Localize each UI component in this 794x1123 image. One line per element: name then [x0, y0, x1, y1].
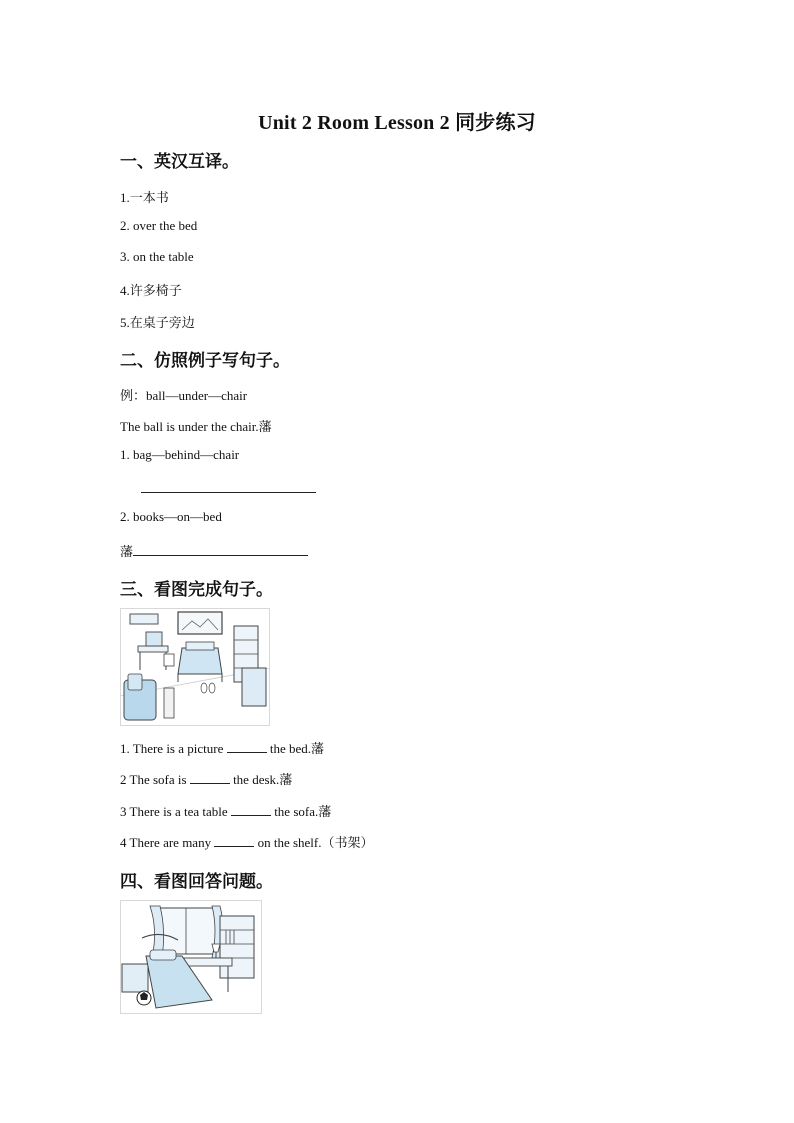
answer-line-1[interactable]: [141, 492, 316, 493]
section-2-item-2: 2. books—on—bed: [120, 509, 222, 524]
fill-blank-2[interactable]: [190, 771, 230, 784]
stray-glyph: 藩: [120, 544, 134, 559]
section-1-item-5: 5.在桌子旁边: [120, 315, 195, 330]
section-4-heading: 四、看图回答问题。: [120, 872, 273, 892]
section-3-heading: 三、看图完成句子。: [120, 580, 273, 600]
section-2-answer-row: [120, 541, 308, 560]
section-2-example-answer: The ball is under the chair.藩: [120, 419, 272, 434]
fill-blank-1[interactable]: [227, 740, 267, 753]
stray-glyph: 藩: [279, 772, 293, 787]
section-2-item-1: 1. bag—behind—chair: [120, 447, 240, 462]
bedroom-illustration: [120, 900, 262, 1014]
section-1-item-4: 4.许多椅子: [120, 283, 182, 298]
section-2-example-label: 例：ball—under—chair: [120, 388, 248, 403]
fill-blank-3[interactable]: [231, 803, 271, 816]
answer-line-2[interactable]: [133, 543, 308, 556]
section-3-item-4: 4 There are many on the shelf.（书架）: [120, 835, 374, 850]
fill-blank-4[interactable]: [214, 834, 254, 847]
page-title: Unit 2 Room Lesson 2 同步练习: [258, 112, 536, 134]
stray-glyph: 藩: [258, 419, 272, 434]
section-3-item-2: 2 The sofa is the desk.藩: [120, 772, 293, 787]
section-2-heading: 二、仿照例子写句子。: [120, 351, 290, 371]
section-1-heading: 一、英汉互译。: [120, 152, 239, 172]
living-room-illustration: [120, 608, 270, 726]
section-1-item-2: 2. over the bed: [120, 218, 198, 233]
section-3-item-1: 1. There is a picture the bed.藩: [120, 741, 325, 756]
section-1-item-3: 3. on the table: [120, 249, 194, 264]
stray-glyph: 藩: [318, 804, 332, 819]
section-3-item-3: 3 There is a tea table the sofa.藩: [120, 804, 332, 819]
section-1-item-1: 1.一本书: [120, 190, 169, 205]
stray-glyph: 藩: [311, 741, 325, 756]
